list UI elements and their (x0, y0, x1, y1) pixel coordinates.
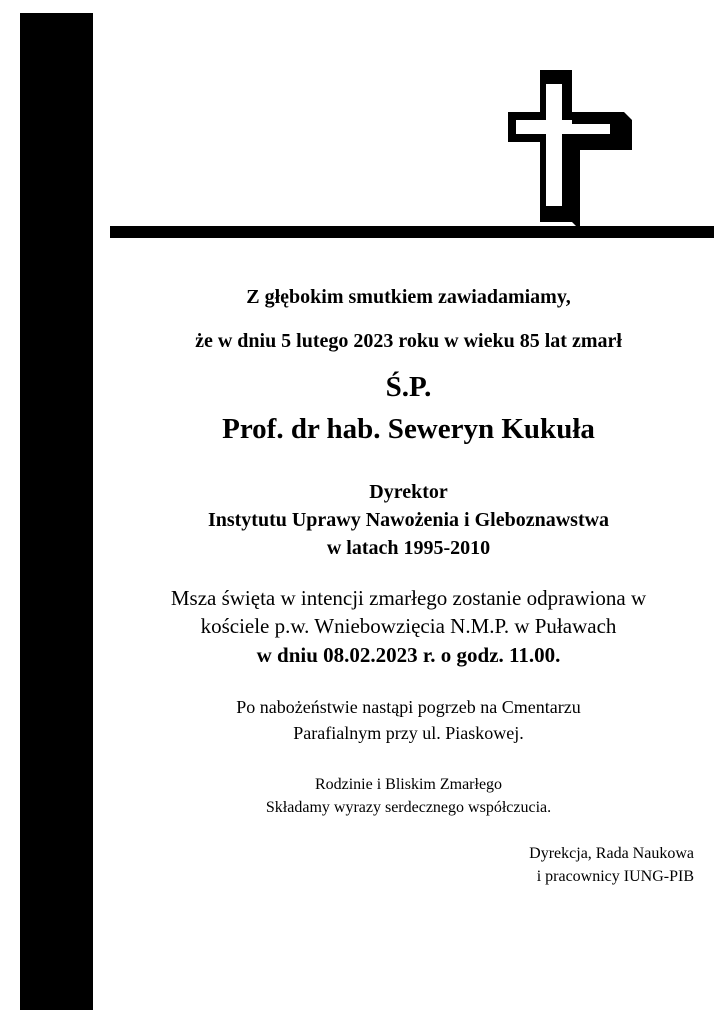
intro-line-2: że w dniu 5 lutego 2023 roku w wieku 85 lat zmarł (195, 330, 622, 352)
signature-line-2: i pracownicy IUNG-PIB (536, 868, 694, 885)
mass-line-1: Msza święta w intencji zmarłego zostanie odprawiona w (170, 586, 647, 610)
honorific: Ś.P. (385, 371, 432, 403)
role-years: w latach 1995-2010 (326, 537, 491, 559)
intro-line-1: Z głębokim smutkiem zawiadamiamy, (246, 286, 571, 308)
condolence-line-1: Rodzinie i Bliskim Zmarłego (314, 776, 503, 793)
condolence-line-2: Składamy wyrazy serdecznego współczucia. (265, 799, 552, 816)
mass-date: w dniu 08.02.2023 r. o godz. 11.00. (256, 643, 561, 667)
role-institution: Instytutu Uprawy Nawożenia i Gleboznawstwa (207, 509, 610, 531)
funeral-line-1: Po nabożeństwie nastąpi pogrzeb na Cmentarzu (236, 697, 581, 717)
horizontal-rule (110, 226, 714, 238)
cross-icon (500, 66, 640, 226)
role-title: Dyrektor (369, 481, 448, 503)
mourning-border-bar (20, 13, 93, 1010)
mass-line-2: kościele p.w. Wniebowzięcia N.M.P. w Puławach (200, 614, 617, 638)
signature-line-1: Dyrekcja, Rada Naukowa (529, 845, 694, 862)
funeral-line-2: Parafialnym przy ul. Piaskowej. (293, 723, 524, 743)
deceased-name: Prof. dr hab. Seweryn Kukuła (222, 413, 595, 445)
